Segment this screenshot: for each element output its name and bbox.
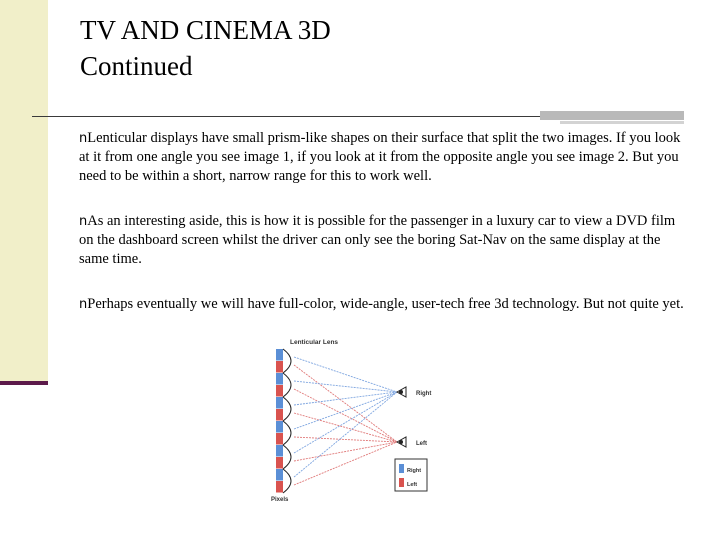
paragraph-text: As an interesting aside, this is how it is possible for the passenger in a luxury car to view a DVD film on the dashboard screen whilst the driver can only see the boring Sat-Nav on the same display at the same time. (79, 213, 676, 267)
pixel-right (276, 349, 283, 361)
lenticular-diagram (268, 335, 440, 503)
slide-title (80, 12, 331, 84)
lens-arc (283, 445, 291, 469)
divider-accent-shadow (560, 121, 684, 124)
left-eye-label: Left (416, 441, 427, 447)
pixel-left (276, 409, 283, 421)
divider-accent-bar (540, 111, 684, 120)
lens-label: Lenticular Lens (290, 339, 339, 346)
pixel-right (276, 397, 283, 409)
eye-right-icon (397, 387, 406, 397)
paragraph-text: Lenticular displays have small prism-like shapes on their surface that split the two images. If you look at it from one angle you see image 1, if you look at it from the opposite angle you see image 2. But you need to be within a short, narrow range for this to work well. (79, 130, 681, 184)
lenticular-diagram-svg (268, 335, 440, 503)
pixel-right (276, 469, 283, 481)
lens-arcs (283, 349, 291, 493)
bullet-paragraph-2 (79, 212, 684, 269)
paragraph-text: Perhaps eventually we will have full-color, wide-angle, user-tech free 3d technology. But not quite yet. (87, 296, 684, 312)
title-line-1: TV AND CINEMA 3D (80, 15, 331, 45)
light-ray (294, 392, 397, 477)
title-line-2: Continued (80, 51, 193, 81)
lens-arc (283, 373, 291, 397)
lens-arc (283, 397, 291, 421)
pixel-left (276, 361, 283, 373)
pixel-right (276, 373, 283, 385)
bullet-marker: n (79, 297, 88, 312)
right-eye-label: Right (416, 391, 432, 397)
light-ray (294, 442, 397, 485)
bullet-marker: n (79, 214, 88, 229)
pixel-strip (276, 349, 283, 493)
bullet-paragraph-3 (79, 295, 684, 314)
pixel-left (276, 481, 283, 493)
legend-label-left: Left (407, 482, 418, 488)
light-ray (294, 442, 397, 461)
pixel-right (276, 421, 283, 433)
pixel-left (276, 457, 283, 469)
light-rays (294, 357, 397, 485)
light-ray (294, 381, 397, 392)
bullet-marker: n (79, 131, 88, 146)
pixels-label: Pixels (271, 497, 289, 503)
side-band (0, 0, 48, 384)
legend-label-right: Right (407, 468, 422, 474)
lens-arc (283, 469, 291, 493)
slide-body (79, 129, 684, 340)
pixel-left (276, 433, 283, 445)
bullet-paragraph-1 (79, 129, 684, 186)
pixel-right (276, 445, 283, 457)
light-ray (294, 392, 397, 429)
eye-left-icon (397, 437, 406, 447)
pixel-left (276, 385, 283, 397)
legend-swatch-right (399, 464, 404, 473)
light-ray (294, 392, 397, 453)
lens-arc (283, 349, 291, 373)
lens-arc (283, 421, 291, 445)
legend-swatch-left (399, 478, 404, 487)
side-band-accent-line (0, 381, 48, 385)
